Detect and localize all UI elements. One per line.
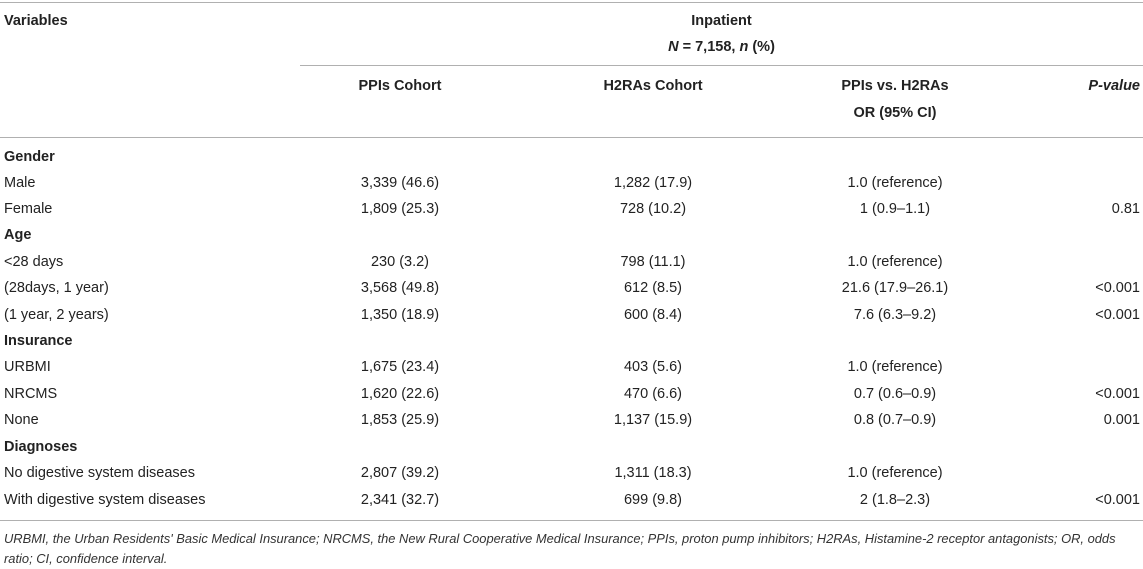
section-gender: Gender (4, 149, 55, 165)
section-diagnoses: Diagnoses (4, 439, 78, 455)
h2ras-value: 470 (6.6) (623, 386, 683, 402)
h2ras-value: 728 (10.2) (619, 201, 687, 217)
or-value: 2 (1.8–2.3) (859, 492, 931, 508)
p-value: <0.001 (1095, 280, 1140, 296)
or-header-line1: PPIs vs. H2RAs (841, 78, 949, 94)
section-age: Age (4, 227, 32, 243)
h2ras-value: 1,311 (18.3) (614, 465, 692, 481)
table-top-border (0, 2, 1143, 3)
row-label: No digestive system diseases (4, 465, 195, 481)
ppis-cohort-header: PPIs Cohort (358, 78, 442, 94)
p-value-header: P-value (1088, 78, 1140, 94)
p-value: <0.001 (1095, 386, 1140, 402)
row-label: Male (4, 175, 36, 191)
or-value: 1.0 (reference) (847, 254, 943, 270)
ppis-value: 1,853 (25.9) (360, 412, 440, 428)
h2ras-value: 403 (5.6) (623, 359, 683, 375)
p-value: 0.001 (1103, 412, 1140, 428)
n-unit: (%) (748, 39, 775, 55)
row-label: (1 year, 2 years) (4, 307, 109, 323)
ppis-value: 2,341 (32.7) (360, 492, 440, 508)
ppis-value: 3,568 (49.8) (360, 280, 440, 296)
or-value: 7.6 (6.3–9.2) (853, 307, 937, 323)
ppis-value: 3,339 (46.6) (360, 175, 440, 191)
or-value: 0.8 (0.7–0.9) (853, 412, 937, 428)
ppis-value: 1,809 (25.3) (360, 201, 440, 217)
h2ras-value: 600 (8.4) (623, 307, 683, 323)
row-label: NRCMS (4, 386, 58, 402)
or-value: 1 (0.9–1.1) (859, 201, 931, 217)
table-footnote: URBMI, the Urban Residents' Basic Medical Insurance; NRCMS, the New Rural Cooperative Medical Insurance; PPIs, proton pump inhibitors; H2RAs, Histamine-2 receptor antagonists; OR, odds ratio; CI, confidence interval. (4, 531, 1116, 566)
h2ras-value: 798 (11.1) (620, 254, 686, 270)
body-bottom-border (0, 520, 1143, 521)
n-count-symbol: n (739, 39, 749, 55)
p-value: <0.001 (1095, 492, 1140, 508)
section-insurance: Insurance (4, 333, 73, 349)
or-header-line2: OR (95% CI) (853, 105, 937, 121)
ppis-value: 1,350 (18.9) (360, 307, 440, 323)
variables-header: Variables (4, 13, 68, 29)
row-label: (28days, 1 year) (4, 280, 109, 296)
h2ras-value: 699 (9.8) (623, 492, 683, 508)
row-label: None (4, 412, 39, 428)
or-value: 1.0 (reference) (847, 465, 943, 481)
row-label: <28 days (4, 254, 64, 270)
p-value: 0.81 (1111, 201, 1140, 217)
header-bottom-border (0, 137, 1143, 138)
h2ras-value: 612 (8.5) (623, 280, 683, 296)
or-value: 1.0 (reference) (847, 359, 943, 375)
row-label: With digestive system diseases (4, 492, 206, 508)
inpatient-header: Inpatient (691, 13, 752, 29)
n-total-value: = 7,158, (678, 39, 740, 55)
p-value: <0.001 (1095, 307, 1140, 323)
row-label: URBMI (4, 359, 51, 375)
n-total-symbol: N (668, 39, 679, 55)
or-value: 0.7 (0.6–0.9) (853, 386, 937, 402)
ppis-value: 1,620 (22.6) (360, 386, 440, 402)
h2ras-value: 1,282 (17.9) (613, 175, 693, 191)
or-value: 21.6 (17.9–26.1) (841, 280, 949, 296)
ppis-value: 2,807 (39.2) (360, 465, 440, 481)
sample-size-header (300, 38, 1143, 56)
ppis-value: 1,675 (23.4) (360, 359, 440, 375)
ppis-value: 230 (3.2) (370, 254, 430, 270)
or-value: 1.0 (reference) (847, 175, 943, 191)
h2ras-cohort-header: H2RAs Cohort (603, 78, 703, 94)
header-divider-inpatient (300, 65, 1143, 66)
row-label: Female (4, 201, 53, 217)
h2ras-value: 1,137 (15.9) (613, 412, 693, 428)
